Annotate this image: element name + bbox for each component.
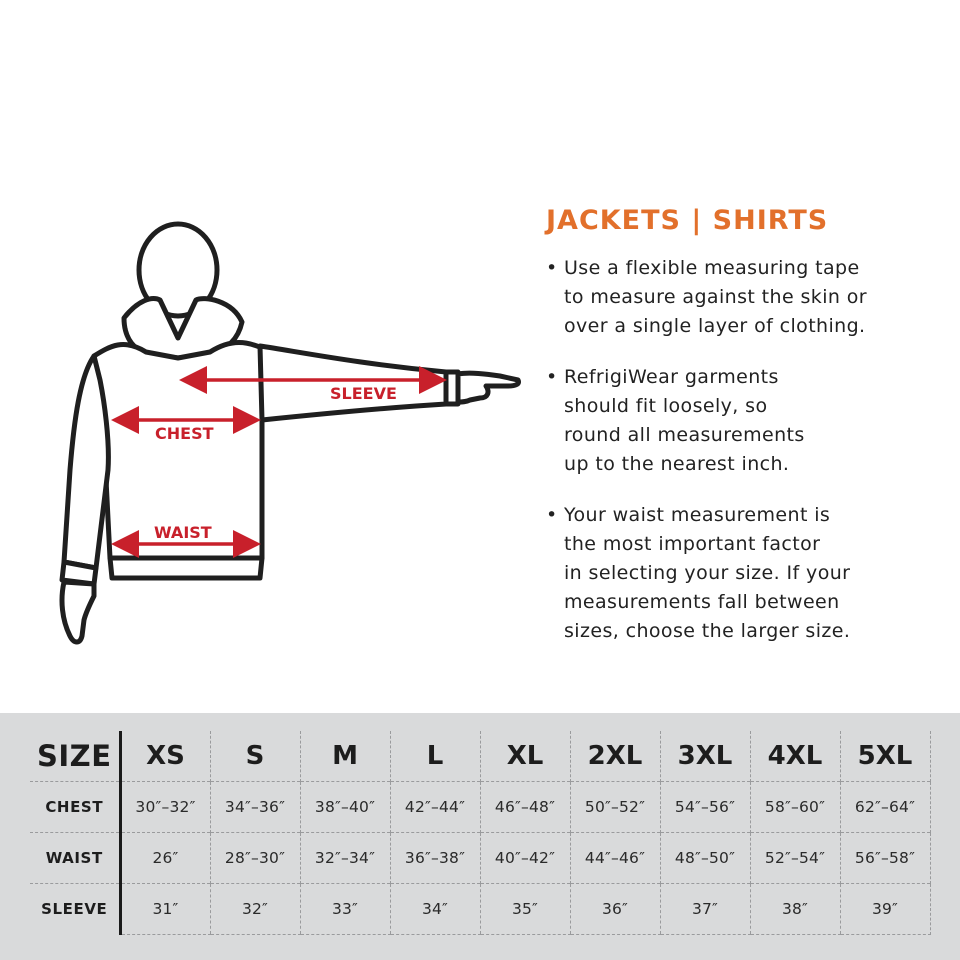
size-header-cell: 4XL: [750, 731, 840, 782]
table-cell: 56″–58″: [840, 833, 930, 884]
table-cell: 30″–32″: [120, 782, 210, 833]
right-hand: [458, 373, 519, 402]
table-cell: 35″: [480, 884, 570, 935]
row-label-sleeve: SLEEVE: [30, 884, 120, 935]
table-cell: 28″–30″: [210, 833, 300, 884]
table-cell: 52″–54″: [750, 833, 840, 884]
bullet-icon: •: [546, 504, 558, 526]
size-header-cell: M: [300, 731, 390, 782]
hoodie-measurement-figure: [40, 205, 540, 665]
size-header-cell: XL: [480, 731, 570, 782]
size-header-cell: S: [210, 731, 300, 782]
row-label-waist: WAIST: [30, 833, 120, 884]
table-row: [30, 782, 930, 833]
table-cell: 50″–52″: [570, 782, 660, 833]
table-cell: 37″: [660, 884, 750, 935]
sleeve-label: SLEEVE: [330, 384, 397, 403]
tip-item: [546, 363, 946, 479]
table-cell: 54″–56″: [660, 782, 750, 833]
tip-text: Use a flexible measuring tape to measure against the skin or over a single layer of clothing.: [564, 257, 867, 337]
table-cell: 32″: [210, 884, 300, 935]
tips-list: [546, 254, 946, 646]
table-cell: 62″–64″: [840, 782, 930, 833]
table-cell: 33″: [300, 884, 390, 935]
size-header-cell: L: [390, 731, 480, 782]
measuring-guide: [546, 205, 946, 668]
size-header-cell: XS: [146, 741, 185, 771]
table-cell: 34″–36″: [210, 782, 300, 833]
left-hand: [62, 582, 94, 642]
table-cell: 26″: [120, 833, 210, 884]
size-header-row: [30, 731, 930, 782]
left-sleeve: [64, 356, 108, 568]
size-corner-label: SIZE: [30, 731, 120, 782]
table-cell: 38″: [750, 884, 840, 935]
table-cell: 34″: [390, 884, 480, 935]
tip-text: Your waist measurement is the most important factor in selecting your size. If your measurements fall between sizes, choose the larger size.: [564, 504, 851, 642]
hoodie-waistband: [110, 558, 262, 578]
size-header-cell: 3XL: [660, 731, 750, 782]
size-chart-panel: [0, 713, 960, 960]
size-header-cell: 2XL: [570, 731, 660, 782]
table-row: [30, 884, 930, 935]
figure-outline: [62, 224, 519, 642]
size-chart-table: [30, 731, 931, 935]
table-cell: 40″–42″: [480, 833, 570, 884]
tip-item: [546, 501, 946, 646]
chest-label: CHEST: [155, 424, 214, 443]
size-header-cell: 5XL: [840, 731, 930, 782]
hoodie-illustration: [40, 205, 540, 665]
tip-item: [546, 254, 946, 341]
row-label-chest: CHEST: [30, 782, 120, 833]
table-cell: 38″–40″: [300, 782, 390, 833]
section-title: JACKETS | SHIRTS: [546, 205, 829, 236]
table-cell: 58″–60″: [750, 782, 840, 833]
table-cell: 39″: [840, 884, 930, 935]
bullet-icon: •: [546, 366, 558, 388]
table-cell: 46″–48″: [480, 782, 570, 833]
table-cell: 36″: [570, 884, 660, 935]
table-cell: 36″–38″: [390, 833, 480, 884]
tip-text: RefrigiWear garments should fit loosely, so round all measurements up to the nearest inch.: [564, 366, 805, 475]
table-cell: 42″–44″: [390, 782, 480, 833]
waist-label: WAIST: [154, 523, 212, 542]
bullet-icon: •: [546, 257, 558, 279]
table-cell: 32″–34″: [300, 833, 390, 884]
table-cell: 48″–50″: [660, 833, 750, 884]
table-row: [30, 833, 930, 884]
table-cell: 44″–46″: [570, 833, 660, 884]
right-sleeve: [260, 346, 446, 420]
table-cell: 31″: [120, 884, 210, 935]
